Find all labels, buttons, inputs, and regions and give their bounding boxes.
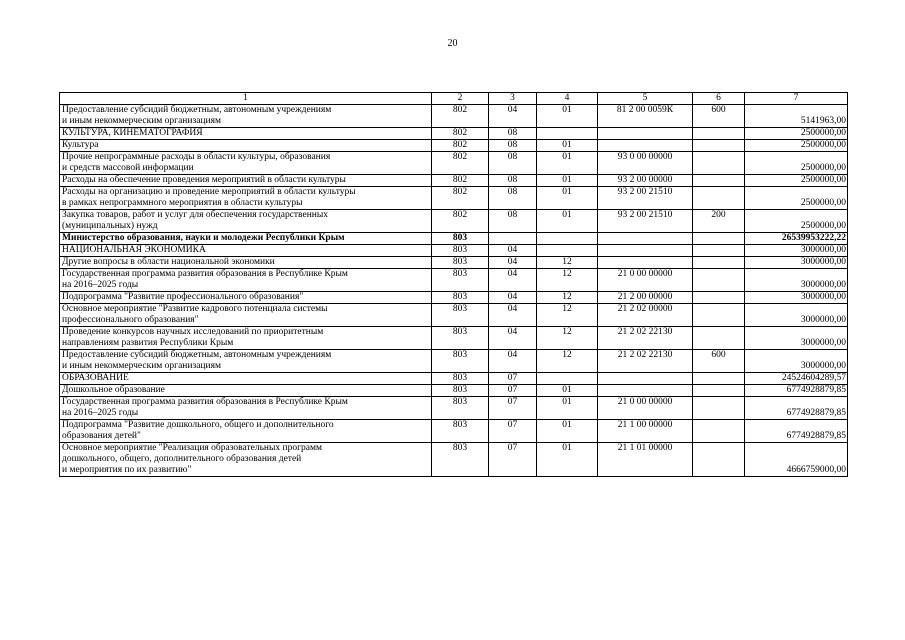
amount-cell: 2500000,00 (745, 152, 848, 175)
target-article-cell: 21 2 02 00000 (598, 304, 693, 327)
table-row (60, 233, 848, 245)
table-row (60, 397, 848, 420)
section-code-cell: 04 (489, 292, 537, 304)
amount-cell: 2500000,00 (745, 128, 848, 140)
table-row (60, 257, 848, 269)
expense-type-cell: 600 (693, 105, 745, 128)
ministry-code-cell: 803 (432, 304, 489, 327)
target-article-cell (598, 373, 693, 385)
target-article-cell: 93 2 00 00000 (598, 175, 693, 187)
ministry-code-cell: 803 (432, 373, 489, 385)
target-article-cell (598, 257, 693, 269)
ministry-code-cell: 803 (432, 245, 489, 257)
subsection-code-cell: 01 (537, 210, 598, 233)
item-name-cell: Подпрограмма "Развитие дошкольного, общего и дополнительного образования детей" (60, 420, 432, 443)
expense-type-cell (693, 245, 745, 257)
item-name-cell: НАЦИОНАЛЬНАЯ ЭКОНОМИКА (60, 245, 432, 257)
ministry-code-cell: 803 (432, 233, 489, 245)
amount-cell: 4666759000,00 (745, 443, 848, 477)
amount-cell: 2500000,00 (745, 187, 848, 210)
amount-cell: 2500000,00 (745, 140, 848, 152)
subsection-code-cell: 01 (537, 420, 598, 443)
table-row (60, 327, 848, 350)
table-row (60, 373, 848, 385)
section-code-cell: 08 (489, 128, 537, 140)
item-name-cell: Расходы на обеспечение проведения мероприятий в области культуры (60, 175, 432, 187)
target-article-cell: 81 2 00 0059К (598, 105, 693, 128)
target-article-cell: 93 2 00 21510 (598, 210, 693, 233)
item-name-cell: Прочие непрограммные расходы в области культуры, образования и средств массовой информации (60, 152, 432, 175)
header-cell: 3 (489, 93, 537, 105)
table-row (60, 292, 848, 304)
ministry-code-cell: 803 (432, 443, 489, 477)
expense-type-cell (693, 175, 745, 187)
header-cell: 2 (432, 93, 489, 105)
header-cell: 7 (745, 93, 848, 105)
ministry-code-cell: 803 (432, 292, 489, 304)
ministry-code-cell: 803 (432, 420, 489, 443)
amount-cell: 2500000,00 (745, 175, 848, 187)
item-name-cell: Предоставление субсидий бюджетным, автономным учреждениям и иным некоммерческим организациям (60, 105, 432, 128)
amount-cell: 6774928879,85 (745, 385, 848, 397)
amount-cell: 3000000,00 (745, 292, 848, 304)
table-row (60, 105, 848, 128)
subsection-code-cell: 12 (537, 292, 598, 304)
section-code-cell: 08 (489, 210, 537, 233)
target-article-cell: 21 1 01 00000 (598, 443, 693, 477)
table-row (60, 245, 848, 257)
item-name-cell: Проведение конкурсов научных исследований по приоритетным направлениям развития Республики Крым (60, 327, 432, 350)
amount-cell: 3000000,00 (745, 327, 848, 350)
target-article-cell: 21 2 02 22130 (598, 350, 693, 373)
target-article-cell (598, 245, 693, 257)
ministry-code-cell: 803 (432, 385, 489, 397)
target-article-cell: 21 2 00 00000 (598, 292, 693, 304)
item-name-cell: Другие вопросы в области национальной экономики (60, 257, 432, 269)
item-name-cell: Основное мероприятие "Реализация образовательных программ дошкольного, общего, дополнительного образования детей и мероприятия по их развитию" (60, 443, 432, 477)
table-row (60, 140, 848, 152)
subsection-code-cell: 01 (537, 152, 598, 175)
expense-type-cell (693, 420, 745, 443)
expense-type-cell (693, 443, 745, 477)
subsection-code-cell (537, 373, 598, 385)
expense-type-cell (693, 397, 745, 420)
expense-type-cell: 200 (693, 210, 745, 233)
expense-type-cell (693, 257, 745, 269)
section-code-cell: 04 (489, 105, 537, 128)
subsection-code-cell: 12 (537, 257, 598, 269)
subsection-code-cell: 12 (537, 350, 598, 373)
expense-type-cell (693, 233, 745, 245)
target-article-cell (598, 140, 693, 152)
subsection-code-cell: 12 (537, 304, 598, 327)
table-row (60, 420, 848, 443)
header-cell: 1 (60, 93, 432, 105)
ministry-code-cell: 802 (432, 210, 489, 233)
item-name-cell: Министерство образования, науки и молодежи Республики Крым (60, 233, 432, 245)
table-row (60, 210, 848, 233)
page-number: 20 (447, 38, 458, 49)
amount-cell: 3000000,00 (745, 304, 848, 327)
target-article-cell: 21 2 02 22130 (598, 327, 693, 350)
target-article-cell: 93 0 00 00000 (598, 152, 693, 175)
section-code-cell: 08 (489, 152, 537, 175)
expense-type-cell (693, 140, 745, 152)
item-name-cell: Предоставление субсидий бюджетным, автономным учреждениям и иным некоммерческим организациям (60, 350, 432, 373)
subsection-code-cell: 12 (537, 327, 598, 350)
table-row (60, 175, 848, 187)
header-cell: 4 (537, 93, 598, 105)
amount-cell: 3000000,00 (745, 269, 848, 292)
section-code-cell: 04 (489, 327, 537, 350)
amount-cell: 3000000,00 (745, 350, 848, 373)
subsection-code-cell: 01 (537, 187, 598, 210)
section-code-cell: 04 (489, 304, 537, 327)
table-row (60, 304, 848, 327)
section-code-cell: 04 (489, 245, 537, 257)
ministry-code-cell: 802 (432, 140, 489, 152)
ministry-code-cell: 802 (432, 175, 489, 187)
table-row (60, 128, 848, 140)
section-code-cell: 07 (489, 420, 537, 443)
ministry-code-cell: 803 (432, 327, 489, 350)
section-code-cell: 08 (489, 140, 537, 152)
expense-type-cell: 600 (693, 350, 745, 373)
subsection-code-cell (537, 233, 598, 245)
section-code-cell: 07 (489, 385, 537, 397)
expense-type-cell (693, 373, 745, 385)
subsection-code-cell: 01 (537, 443, 598, 477)
expense-type-cell (693, 269, 745, 292)
item-name-cell: КУЛЬТУРА, КИНЕМАТОГРАФИЯ (60, 128, 432, 140)
ministry-code-cell: 802 (432, 187, 489, 210)
table-row (60, 269, 848, 292)
item-name-cell: Расходы на организацию и проведение мероприятий в области культуры в рамках непрограммного мероприятия в области культуры (60, 187, 432, 210)
item-name-cell: ОБРАЗОВАНИЕ (60, 373, 432, 385)
section-code-cell: 04 (489, 269, 537, 292)
ministry-code-cell: 803 (432, 257, 489, 269)
expense-type-cell (693, 187, 745, 210)
expense-type-cell (693, 292, 745, 304)
header-cell: 6 (693, 93, 745, 105)
section-code-cell: 08 (489, 187, 537, 210)
table-row (60, 187, 848, 210)
subsection-code-cell: 01 (537, 385, 598, 397)
expense-type-cell (693, 304, 745, 327)
table-row (60, 350, 848, 373)
expense-type-cell (693, 385, 745, 397)
expense-type-cell (693, 152, 745, 175)
section-code-cell: 07 (489, 397, 537, 420)
target-article-cell (598, 233, 693, 245)
target-article-cell: 93 2 00 21510 (598, 187, 693, 210)
section-code-cell (489, 233, 537, 245)
subsection-code-cell: 01 (537, 105, 598, 128)
subsection-code-cell (537, 245, 598, 257)
amount-cell: 6774928879,85 (745, 397, 848, 420)
section-code-cell: 07 (489, 443, 537, 477)
ministry-code-cell: 802 (432, 105, 489, 128)
amount-cell: 24524604289,57 (745, 373, 848, 385)
amount-cell: 6774928879,85 (745, 420, 848, 443)
item-name-cell: Культура (60, 140, 432, 152)
target-article-cell: 21 0 00 00000 (598, 397, 693, 420)
amount-cell: 5141963,00 (745, 105, 848, 128)
expense-type-cell (693, 327, 745, 350)
item-name-cell: Подпрограмма "Развитие профессионального образования" (60, 292, 432, 304)
subsection-code-cell: 01 (537, 140, 598, 152)
ministry-code-cell: 803 (432, 350, 489, 373)
item-name-cell: Государственная программа развития образования в Республике Крым на 2016–2025 годы (60, 269, 432, 292)
amount-cell: 3000000,00 (745, 245, 848, 257)
ministry-code-cell: 802 (432, 152, 489, 175)
table-row (60, 443, 848, 477)
header-row (60, 93, 848, 105)
section-code-cell: 07 (489, 373, 537, 385)
table-row (60, 385, 848, 397)
section-code-cell: 04 (489, 257, 537, 269)
subsection-code-cell: 12 (537, 269, 598, 292)
amount-cell: 2500000,00 (745, 210, 848, 233)
item-name-cell: Государственная программа развития образования в Республике Крым на 2016–2025 годы (60, 397, 432, 420)
subsection-code-cell: 01 (537, 397, 598, 420)
amount-cell: 26539953222,22 (745, 233, 848, 245)
item-name-cell: Основное мероприятие "Развитие кадрового потенциала системы профессионального образования" (60, 304, 432, 327)
ministry-code-cell: 802 (432, 128, 489, 140)
section-code-cell: 08 (489, 175, 537, 187)
section-code-cell: 04 (489, 350, 537, 373)
target-article-cell (598, 128, 693, 140)
target-article-cell: 21 0 00 00000 (598, 269, 693, 292)
item-name-cell: Дошкольное образование (60, 385, 432, 397)
table-row (60, 152, 848, 175)
subsection-code-cell (537, 128, 598, 140)
target-article-cell: 21 1 00 00000 (598, 420, 693, 443)
ministry-code-cell: 803 (432, 397, 489, 420)
subsection-code-cell: 01 (537, 175, 598, 187)
budget-table (59, 92, 848, 477)
amount-cell: 3000000,00 (745, 257, 848, 269)
expense-type-cell (693, 128, 745, 140)
header-cell: 5 (598, 93, 693, 105)
target-article-cell (598, 385, 693, 397)
item-name-cell: Закупка товаров, работ и услуг для обеспечения государственных (муниципальных) нужд (60, 210, 432, 233)
ministry-code-cell: 803 (432, 269, 489, 292)
